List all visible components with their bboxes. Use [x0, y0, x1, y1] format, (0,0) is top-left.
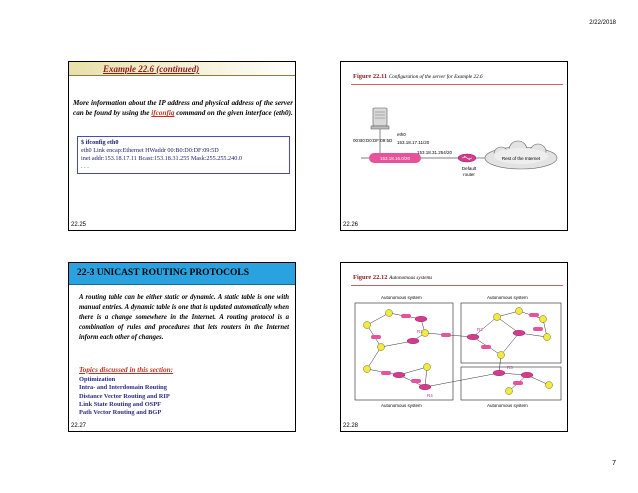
slide-paragraph: A routing table can be either static or dynamic. A static table is one with manual entries. A dynamic table is one that is updated automatically when there is a change somewhere in the Internet. A routing protocol is a combination of rules and procedures that lets routers in the Internet inform each other of changes.: [79, 294, 289, 342]
slide-number: 22.28: [343, 423, 359, 429]
slide-figure-22-12: [340, 262, 568, 432]
internet-cloud-icon: [485, 141, 557, 169]
figure-caption: Autonomous systems: [389, 275, 433, 281]
router-ip-label: 153.18.31.254/20: [417, 150, 453, 155]
router-label-r3: R3: [507, 365, 513, 370]
page-number: 7: [612, 460, 616, 467]
topic-item: Path Vector Routing and BGP: [79, 409, 162, 417]
router-r3: [493, 370, 505, 376]
topics-list: [79, 376, 170, 417]
network-segment: [369, 153, 421, 163]
router-r2: [467, 334, 479, 340]
section-title: 22-3 UNICAST ROUTING PROTOCOLS: [77, 268, 249, 278]
router-label-r2: R2: [477, 327, 483, 332]
code-line: eth0 Link encap:Ethernet HWaddr 00:B0:D0:DF:09:5D: [81, 147, 219, 154]
command-output-box: [77, 136, 290, 174]
slide-paragraph: [73, 98, 293, 119]
topic-item: Distance Vector Routing and RIP: [79, 392, 170, 400]
router-name-line2: router: [463, 172, 475, 177]
code-line: $ ifconfig eth0: [81, 139, 119, 146]
mac-address-label: 00:B0:D0:DF:09:5D: [353, 138, 393, 143]
router-r4: [419, 384, 431, 390]
slide-number: 22.27: [71, 423, 87, 429]
example-title: Example 22.6 (continued): [103, 64, 200, 74]
server-icon: [371, 108, 389, 129]
router-label-r1: R1: [417, 329, 423, 334]
as-label-bottom-right: Autonomous system: [487, 403, 528, 408]
header-date: 2/22/2018: [589, 20, 616, 26]
topic-item: Optimization: [79, 376, 116, 383]
figure-caption: Configuration of the server for Example 22.6: [388, 74, 483, 80]
slide-number: 22.26: [343, 222, 359, 228]
router-label-r4: R4: [427, 393, 433, 398]
internet-label: Rest of the Internet: [501, 156, 541, 161]
figure-label: Figure 22.12: [353, 274, 388, 281]
paragraph-text-start: More information about the IP address and physical address of the server can be found by using the: [73, 99, 293, 118]
as-label-top-right: Autonomous system: [487, 295, 528, 300]
as-label-bottom-left: Autonomous system: [381, 403, 422, 408]
router-icon: [458, 154, 476, 162]
interface-label: eth0: [397, 132, 406, 137]
as-label-top-left: Autonomous system: [381, 295, 422, 300]
figure-label: Figure 22.11: [353, 73, 388, 80]
ifconfig-keyword: ifconfig: [151, 109, 175, 118]
slide-example-22-6: [68, 61, 296, 231]
network-address-label: 153.18.16.0/20: [379, 156, 411, 161]
paragraph-text-end: command on the given interface (eth0).: [174, 109, 293, 118]
router-name-line1: Default: [461, 166, 477, 171]
host-ip-label: 153.18.17.11/20: [397, 140, 430, 145]
router-r1: [407, 338, 419, 344]
server-config-diagram: [341, 62, 568, 231]
slide-unicast-routing: [68, 262, 296, 432]
autonomous-systems-diagram: [341, 263, 568, 432]
code-line: . . .: [81, 163, 89, 170]
code-line: inet addr:153.18.17.11 Bcast:153.18.31.255 Mask:255.255.240.0: [81, 155, 242, 162]
title-divider: [69, 75, 296, 76]
topics-heading: Topics discussed in this section:: [79, 366, 173, 374]
slide-figure-22-11: [340, 61, 568, 231]
topic-item: Intra- and Interdomain Routing: [79, 384, 167, 392]
slide-number: 22.25: [71, 222, 87, 228]
topic-item: Link State Routing and OSPF: [79, 400, 162, 408]
